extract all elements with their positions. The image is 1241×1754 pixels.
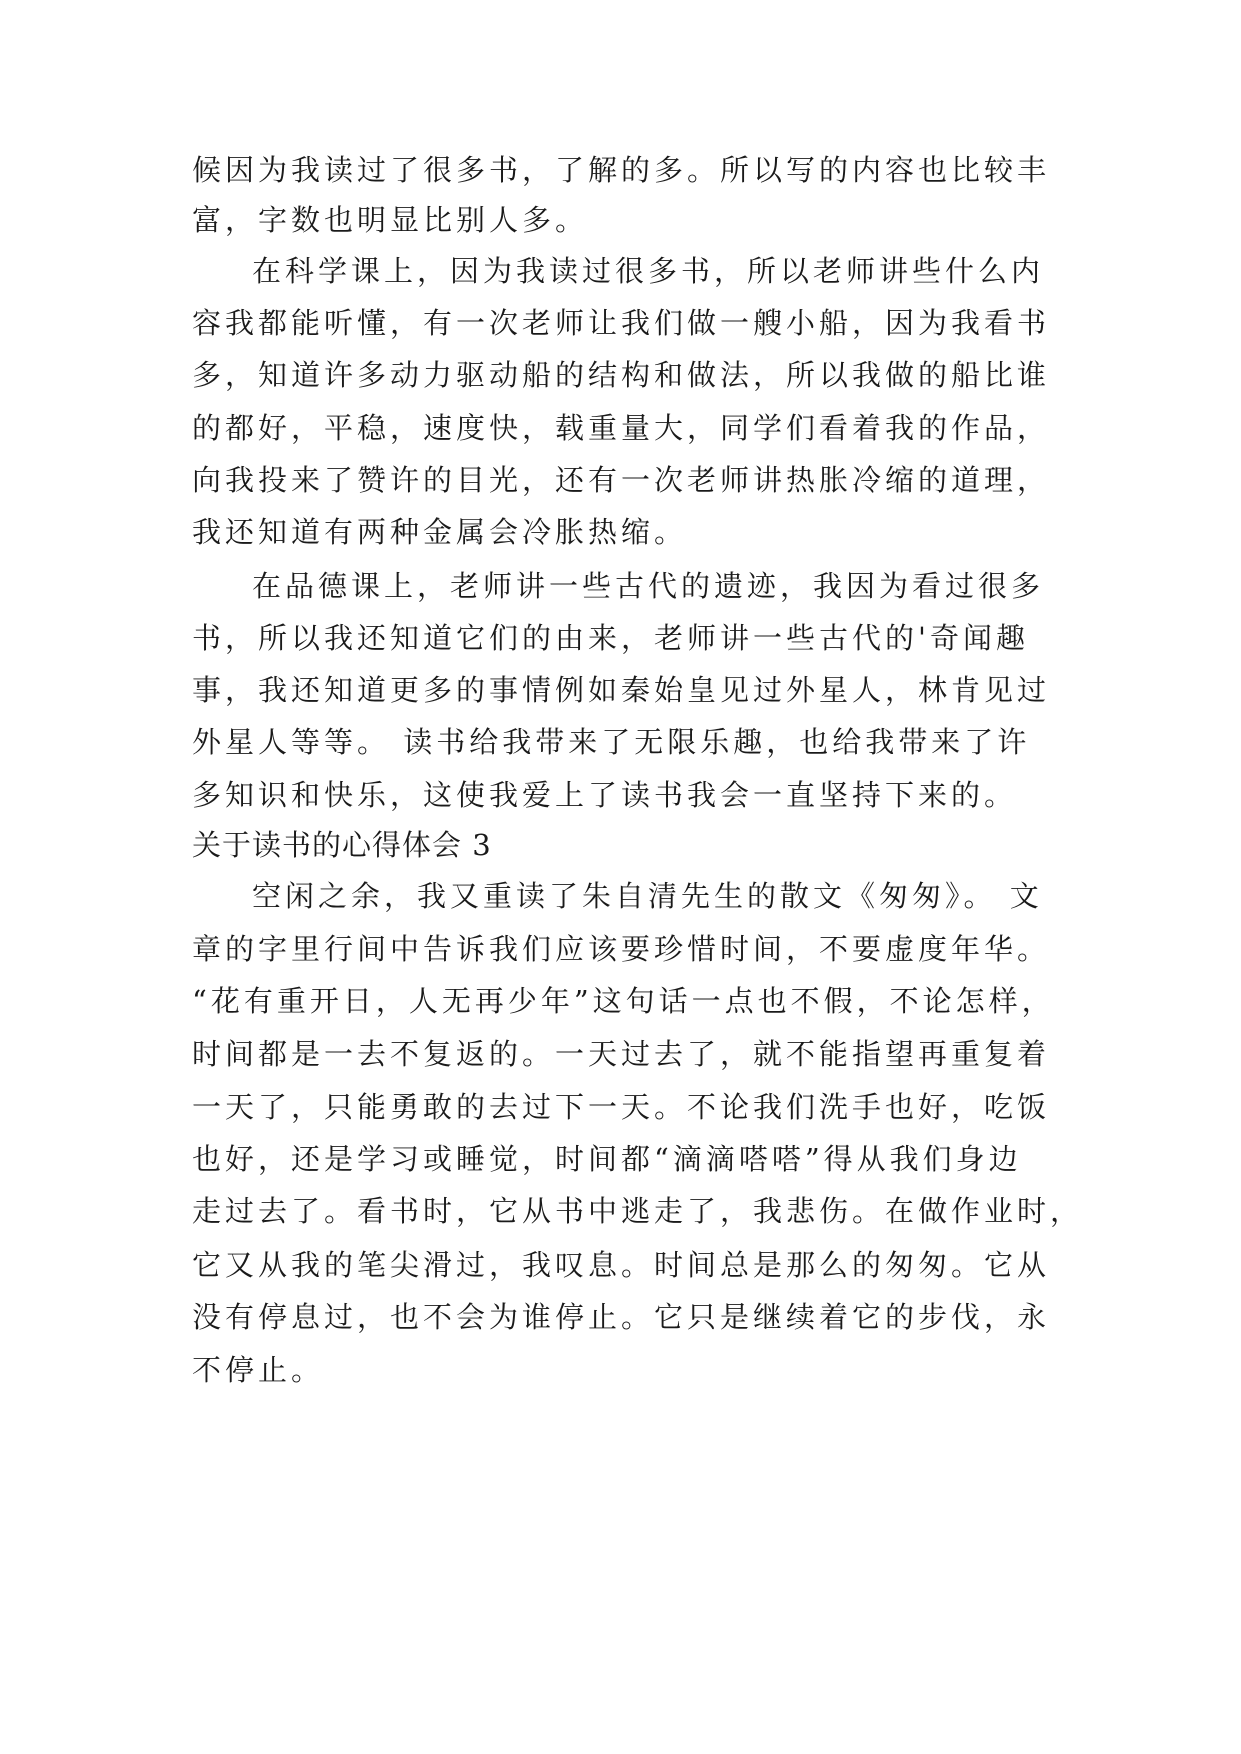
section-heading: 关于读书的心得体会 3 xyxy=(192,828,492,862)
text-line: 向我投来了赞许的目光，还有一次老师讲热胀冷缩的道理， xyxy=(192,463,1051,497)
text-line: 多，知道许多动力驱动船的结构和做法，所以我做的船比谁 xyxy=(192,358,1051,392)
paragraph-start-line: 在品德课上，老师讲一些古代的遗迹，我因为看过很多 xyxy=(252,569,1045,603)
paragraph-start-line: 在科学课上，因为我读过很多书，所以老师讲些什么内 xyxy=(252,254,1045,288)
text-line: 不停止。 xyxy=(192,1353,325,1387)
text-line: 多知识和快乐，这使我爱上了读书我会一直坚持下来的。 xyxy=(192,778,1018,812)
paragraph-start-line: 空闲之余，我又重读了朱自清先生的散文《匆匆》。 文 xyxy=(252,879,1043,913)
text-line: 时间都是一去不复返的。一天过去了，就不能指望再重复着 xyxy=(192,1037,1051,1071)
text-line: 它又从我的笔尖滑过，我叹息。时间总是那么的匆匆。它从 xyxy=(192,1248,1051,1282)
text-line: 事，我还知道更多的事情例如秦始皇见过外星人，林肯见过 xyxy=(192,673,1051,707)
text-line: 容我都能听懂，有一次老师让我们做一艘小船，因为我看书 xyxy=(192,306,1051,340)
text-line: 一天了，只能勇敢的去过下一天。不论我们洗手也好，吃饭 xyxy=(192,1090,1051,1124)
text-line: 也好，还是学习或睡觉，时间都“滴滴嗒嗒”得从我们身边 xyxy=(192,1142,1022,1176)
text-line: 章的字里行间中告诉我们应该要珍惜时间，不要虚度年华。 xyxy=(192,932,1051,966)
text-line: 走过去了。看书时，它从书中逃走了，我悲伤。在做作业时， xyxy=(192,1194,1084,1228)
text-line: 候因为我读过了很多书，了解的多。所以写的内容也比较丰 xyxy=(192,153,1051,187)
text-line: “花有重开日，人无再少年”这句话一点也不假，不论怎样， xyxy=(192,984,1055,1018)
text-line: 没有停息过，也不会为谁停止。它只是继续着它的步伐，永 xyxy=(192,1300,1051,1334)
text-line: 外星人等等。 读书给我带来了无限乐趣，也给我带来了许 xyxy=(192,725,1031,759)
text-line: 的都好，平稳，速度快，载重量大，同学们看着我的作品， xyxy=(192,411,1051,445)
text-line: 我还知道有两种金属会冷胀热缩。 xyxy=(192,515,688,549)
text-line: 富，字数也明显比别人多。 xyxy=(192,203,589,237)
text-line: 书，所以我还知道它们的由来，老师讲一些古代的'奇闻趣 xyxy=(192,621,1029,655)
